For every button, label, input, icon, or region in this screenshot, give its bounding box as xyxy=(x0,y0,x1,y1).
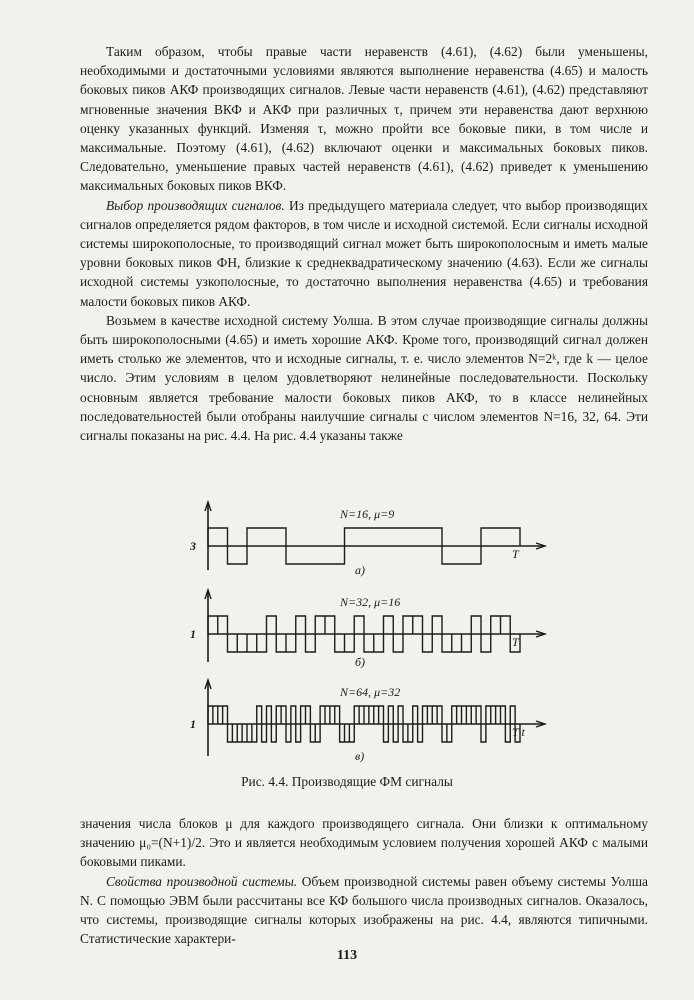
paragraph-5-text: Объем производной системы равен объему системы Уолша N. С помощью ЭВМ были рассчитаны все КФ большого числа производных сигналов. Оказалось, что системы, производящие сигналы которых изображены на рис. 4.4, являются типичными. Статистические характери- xyxy=(80,873,648,947)
amplitude-label: 3 xyxy=(190,539,196,553)
paragraph-3-text: Возьмем в качестве исходной систему Уолша. В этом случае производящие сигналы должны быть широкополосными (4.65) и иметь хорошие АКФ. Кроме того, производящий сигнал должен иметь столько же элементов, что и исходные сигналы, т. е. число элементов N=2ᵏ, где k — целое число. Этим условиям в целом удовлетворяют нелинейные последовательности. Поскольку основным является требование малости боковых пиков АКФ, то в классе нелинейных последовательностей были отобраны наилучшие сигналы с числом элементов N=16, 32, 64. Эти сигналы показаны на рис. 4.4. На рис. 4.4 указаны также xyxy=(80,312,648,444)
signal-parameters-label: N=16, μ=9 xyxy=(340,507,395,521)
paragraph-5 xyxy=(80,872,648,949)
amplitude-label: 1 xyxy=(190,627,196,641)
paragraph-3 xyxy=(80,311,648,445)
signal-parameters-label: N=64, μ=32 xyxy=(340,685,401,699)
paragraph-4 xyxy=(80,814,648,872)
time-axis-label: T xyxy=(512,547,519,561)
paragraph-1-text: Таким образом, чтобы правые части неравенств (4.61), (4.62) были уменьшены, необходимыми и достаточными условиями являются выполнение неравенства (4.65) и малость боковых пиков АКФ производящих сигналов. Левые части неравенств (4.61), (4.62) представляют мгновенные значения ВКФ и АКФ при различных τ, причем эти неравенства дают верхнюю оценку указанных функций. Изменяя τ, можно пройти все боковые пики, в том числе и максимальные. Поэтому (4.61), (4.62) включают оценки и максимальных боковых пиков. Следовательно, уменьшение правых частей неравенств (4.61), (4.62) приведет к уменьшению максимальных боковых пиков ВКФ. xyxy=(80,44,648,194)
text-block-bottom xyxy=(80,814,648,948)
figure-caption: Рис. 4.4. Производящие ФМ сигналы xyxy=(241,774,453,789)
paragraph-1 xyxy=(80,42,648,196)
amplitude-label: 1 xyxy=(190,717,196,731)
paragraph-2 xyxy=(80,196,648,311)
section-lead-selection: Выбор производящих сигналов. xyxy=(106,197,285,213)
panel-sublabel: а) xyxy=(355,563,365,577)
panel-sublabel: в) xyxy=(355,749,365,763)
section-lead-properties: Свойства производной системы. xyxy=(106,873,298,889)
page-number: 113 xyxy=(336,948,358,963)
text-block-top xyxy=(80,42,648,445)
figure-4-4 xyxy=(190,498,560,768)
time-axis-label: T xyxy=(512,635,519,649)
signal-parameters-label: N=32, μ=16 xyxy=(340,595,401,609)
paragraph-4-text: значения числа блоков μ для каждого производящего сигнала. Они близки к оптимальному значению μ₀=(N+1)/2. Это и является необходимым условием получения хорошей АКФ с малыми боковыми пиками. xyxy=(80,816,648,870)
signal-plots xyxy=(190,498,560,768)
paragraph-2-text: Из предыдущего материала следует, что выбор производящих сигналов определяется рядом факторов, в том числе и исходной системой. Если сигналы исходной системы широкополосные, то производящий сигнал может быть широкополосным и иметь малые уровни боковых пиков ФН, близкие к среднеквадратическому значению (4.63). Если же сигналы исходной системы узкополосные, то достаточно выполнения неравенства (4.65) и требования малости боковых пиков АКФ. xyxy=(80,197,648,309)
panel-sublabel: б) xyxy=(355,655,366,669)
time-axis-label: T t xyxy=(512,725,525,739)
